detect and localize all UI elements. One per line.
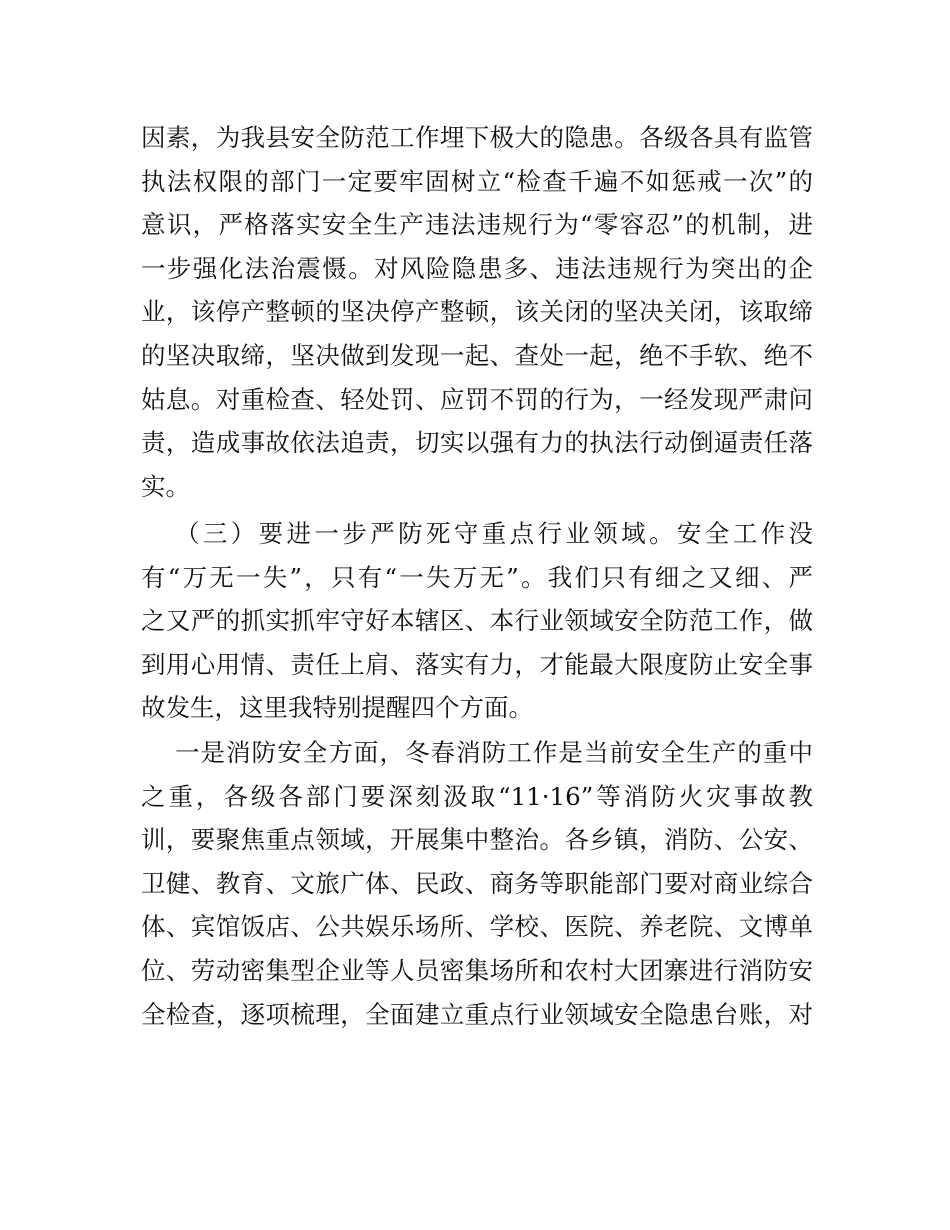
paragraph-line: 全检查，逐项梳理，全面建立重点行业领域安全隐患台账，对	[141, 999, 813, 1029]
paragraph-line: 训，要聚焦重点领域，开展集中整治。各乡镇，消防、公安、	[141, 825, 813, 855]
paragraph-1	[141, 116, 813, 508]
paragraph-line: 体、宾馆饭店、公共娱乐场所、学校、医院、养老院、文博单	[141, 912, 813, 942]
paragraph-line: 故发生，这里我特别提醒四个方面。	[141, 693, 533, 723]
paragraph-line: 位、劳动密集型企业等人员密集场所和农村大团寨进行消防安	[141, 955, 813, 985]
paragraph-line: 有“万无一失”，只有“一失万无”。我们只有细之又细、严	[141, 562, 813, 592]
paragraph-line: 执法权限的部门一定要牢固树立“检查千遍不如惩戒一次”的	[141, 166, 813, 196]
paragraph-line: 一步强化法治震慑。对风险隐患多、违法违规行为突出的企	[141, 253, 813, 283]
paragraph-line: 责，造成事故依法追责，切实以强有力的执法行动倒逼责任落	[141, 428, 813, 458]
paragraph-line: 之重，各级各部门要深刻汲取“11·16”等消防火灾事故教	[141, 781, 813, 811]
paragraph-line: 姑息。对重检查、轻处罚、应罚不罚的行为，一经发现严肃问	[141, 384, 813, 414]
paragraph-2	[141, 512, 813, 730]
paragraph-3	[141, 731, 813, 1036]
paragraph-line: 因素，为我县安全防范工作埋下极大的隐患。各级各具有监管	[141, 123, 813, 152]
paragraph-line: （三）要进一步严防死守重点行业领域。安全工作没	[175, 519, 813, 548]
paragraph-line: 意识，严格落实安全生产违法违规行为“零容忍”的机制，进	[141, 210, 813, 240]
paragraph-line: 业，该停产整顿的坚决停产整顿，该关闭的坚决关闭，该取缔	[141, 297, 813, 327]
paragraph-line: 一是消防安全方面，冬春消防工作是当前安全生产的重中	[175, 738, 813, 767]
paragraph-line: 之又严的抓实抓牢守好本辖区、本行业领域安全防范工作，做	[141, 606, 813, 636]
paragraph-line: 到用心用情、责任上肩、落实有力，才能最大限度防止安全事	[141, 649, 813, 679]
paragraph-line: 卫健、教育、文旅广体、民政、商务等职能部门要对商业综合	[141, 868, 813, 898]
paragraph-line: 实。	[141, 471, 190, 501]
paragraph-line: 的坚决取缔，坚决做到发现一起、查处一起，绝不手软、绝不	[141, 340, 813, 370]
